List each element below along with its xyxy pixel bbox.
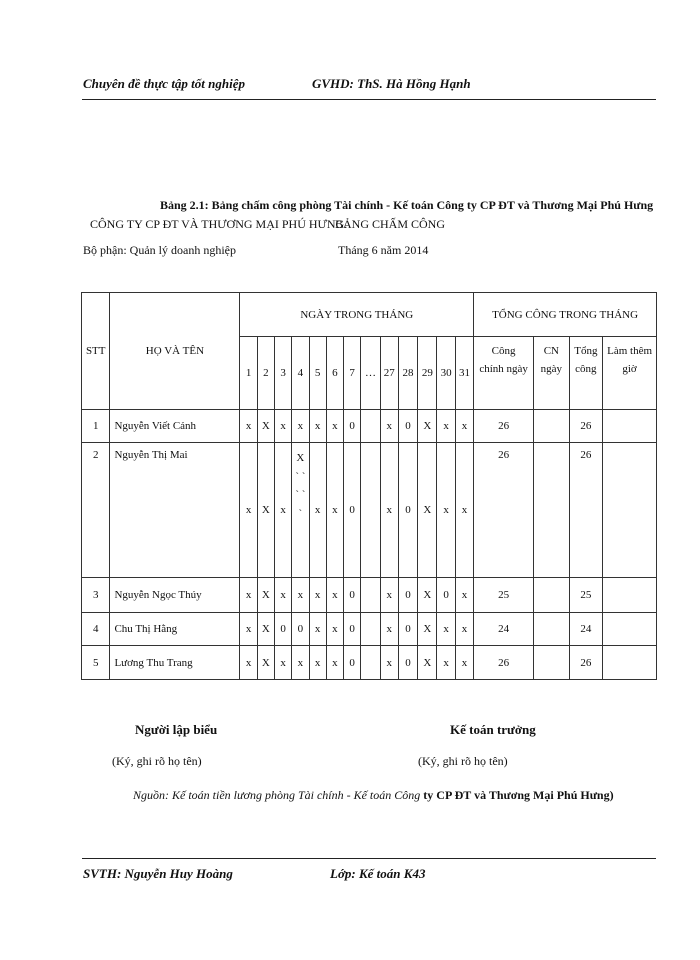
mark-cell: x [240, 646, 257, 680]
attendance-table [81, 292, 657, 680]
mark-cell: x [437, 410, 455, 443]
table-row [82, 578, 657, 613]
day-header: 7 [344, 337, 361, 410]
header-main-days: Công chính ngày [474, 337, 534, 410]
company-name: CÔNG TY CP ĐT VÀ THƯƠNG MẠI PHÚ HƯNG. [90, 217, 348, 231]
mark-cell: x [326, 410, 343, 443]
mark-cell: x [309, 410, 326, 443]
mark-cell: X [418, 443, 437, 578]
period: Tháng 6 năm 2014 [338, 243, 429, 257]
mark-cell: x [240, 578, 257, 613]
table-row [82, 410, 657, 443]
stt-cell: 3 [82, 578, 110, 613]
mark-cell: X [257, 443, 274, 578]
mark-cell: 0 [398, 410, 417, 443]
day-header: 28 [398, 337, 417, 410]
mark-cell-day4: X ` ` ` ` ` [292, 443, 309, 578]
mark-cell: x [455, 410, 473, 443]
mark-cell: x [437, 646, 455, 680]
mark-cell: x [326, 443, 343, 578]
preparer-sign-note: (Ký, ghi rõ họ tên) [112, 754, 202, 768]
mark-cell: x [274, 410, 291, 443]
mark-cell: x [292, 578, 309, 613]
day-header: 31 [455, 337, 473, 410]
mark-cell: x [240, 443, 257, 578]
header-name: HỌ VÀ TÊN [110, 293, 240, 410]
mark-cell: x [326, 578, 343, 613]
stt-cell: 5 [82, 646, 110, 680]
mark-cell [361, 578, 380, 613]
mark-cell [361, 443, 380, 578]
table-row [82, 646, 657, 680]
header-total: TỔNG CÔNG TRONG THÁNG [474, 293, 657, 337]
day-header: 5 [309, 337, 326, 410]
mark-cell: 0 [344, 443, 361, 578]
mark-cell: x [309, 646, 326, 680]
total-cell: 25 [569, 578, 603, 613]
mark-cell: X [418, 578, 437, 613]
day-header: 6 [326, 337, 343, 410]
mark-cell: 0 [344, 646, 361, 680]
day-header: 27 [380, 337, 398, 410]
employee-name: Nguyễn Ngọc Thúy [110, 578, 240, 613]
day-header: 2 [257, 337, 274, 410]
mark-cell: X [418, 410, 437, 443]
mark-cell: 0 [437, 578, 455, 613]
main-days-cell: 26 [474, 410, 534, 443]
employee-name: Nguyễn Thị Mai [110, 443, 240, 578]
header-days: NGÀY TRONG THÁNG [240, 293, 474, 337]
day-header: 3 [274, 337, 291, 410]
header-overtime: Làm thêm giờ [603, 337, 657, 410]
day-header: 30 [437, 337, 455, 410]
main-days-cell: 26 [474, 443, 534, 578]
total-cell: 26 [569, 410, 603, 443]
preparer-title: Người lập biểu [135, 722, 218, 737]
mark-cell [361, 613, 380, 646]
overtime-cell [603, 443, 657, 578]
mark-cell: x [274, 443, 291, 578]
mark-cell: x [274, 646, 291, 680]
mark-cell: x [455, 578, 473, 613]
table-row [82, 613, 657, 646]
mark-cell: X [418, 613, 437, 646]
mark-cell: x [380, 613, 398, 646]
day-header: … [361, 337, 380, 410]
mark-cell: x [309, 613, 326, 646]
mark-cell: 0 [398, 646, 417, 680]
mark-cell [361, 646, 380, 680]
day-header: 29 [418, 337, 437, 410]
cn-cell [534, 410, 570, 443]
header-rule [82, 99, 656, 100]
mark-cell: x [309, 443, 326, 578]
mark-cell: X [257, 410, 274, 443]
footer-left: SVTH: Nguyễn Huy Hoàng [83, 866, 233, 881]
stt-cell: 1 [82, 410, 110, 443]
stt-cell: 2 [82, 443, 110, 578]
mark-cell: x [380, 646, 398, 680]
mark-cell [361, 410, 380, 443]
mark-cell: 0 [398, 613, 417, 646]
day-header: 4 [292, 337, 309, 410]
mark-cell: 0 [398, 578, 417, 613]
table-caption: Bảng 2.1: Bảng chấm công phòng Tài chính - Kế toán Công ty CP ĐT và Thương Mại Phú Hưng [160, 198, 654, 212]
header-left: Chuyên đề thực tập tốt nghiệp [83, 76, 245, 91]
overtime-cell [603, 613, 657, 646]
mark-cell: X [418, 646, 437, 680]
header-total-days: Tổng công [569, 337, 603, 410]
total-cell: 26 [569, 646, 603, 680]
total-cell: 26 [569, 443, 603, 578]
footer-rule [82, 858, 656, 859]
header-right: GVHD: ThS. Hà Hồng Hạnh [312, 76, 471, 91]
mark-cell: 0 [344, 410, 361, 443]
mark-cell: x [240, 613, 257, 646]
mark-cell: x [455, 613, 473, 646]
mark-cell: 0 [398, 443, 417, 578]
chief-accountant-title: Kế toán trưởng [450, 722, 536, 737]
mark-cell: x [437, 613, 455, 646]
mark-cell: x [437, 443, 455, 578]
mark-cell: x [292, 646, 309, 680]
main-days-cell: 25 [474, 578, 534, 613]
employee-name: Lương Thu Trang [110, 646, 240, 680]
overtime-cell [603, 410, 657, 443]
mark-cell: x [455, 443, 473, 578]
overtime-cell [603, 646, 657, 680]
employee-name: Nguyễn Viết Cảnh [110, 410, 240, 443]
mark-cell: x [455, 646, 473, 680]
mark-cell: X [257, 613, 274, 646]
stt-cell: 4 [82, 613, 110, 646]
mark-cell: X [257, 646, 274, 680]
header-stt: STT [82, 293, 110, 410]
employee-name: Chu Thị Hằng [110, 613, 240, 646]
cn-cell [534, 646, 570, 680]
total-cell: 24 [569, 613, 603, 646]
mark-cell: 0 [274, 613, 291, 646]
table-row [82, 443, 657, 578]
mark-cell: 0 [344, 613, 361, 646]
mark-cell: x [326, 646, 343, 680]
mark-cell: x [380, 410, 398, 443]
footer-right: Lớp: Kế toán K43 [330, 866, 426, 881]
overtime-cell [603, 578, 657, 613]
source-note: Nguồn: Kế toán tiền lương phòng Tài chính - Kế toán Công ty CP ĐT và Thương Mại Phú Hưng) [133, 788, 614, 802]
mark-cell: x [380, 443, 398, 578]
cn-cell [534, 613, 570, 646]
mark-cell: X [257, 578, 274, 613]
main-days-cell: 24 [474, 613, 534, 646]
main-days-cell: 26 [474, 646, 534, 680]
mark-cell: x [240, 410, 257, 443]
mark-cell: x [292, 410, 309, 443]
header-cn-days: CN ngày [534, 337, 570, 410]
mark-cell: x [326, 613, 343, 646]
mark-cell: x [274, 578, 291, 613]
mark-cell: x [380, 578, 398, 613]
mark-cell: x [309, 578, 326, 613]
department: Bộ phận: Quản lý doanh nghiệp [83, 243, 236, 257]
doc-title: BẢNG CHẤM CÔNG [335, 217, 446, 231]
day-header: 1 [240, 337, 257, 410]
cn-cell [534, 578, 570, 613]
mark-cell: 0 [292, 613, 309, 646]
cn-cell [534, 443, 570, 578]
chief-accountant-sign-note: (Ký, ghi rõ họ tên) [418, 754, 508, 768]
mark-cell: 0 [344, 578, 361, 613]
